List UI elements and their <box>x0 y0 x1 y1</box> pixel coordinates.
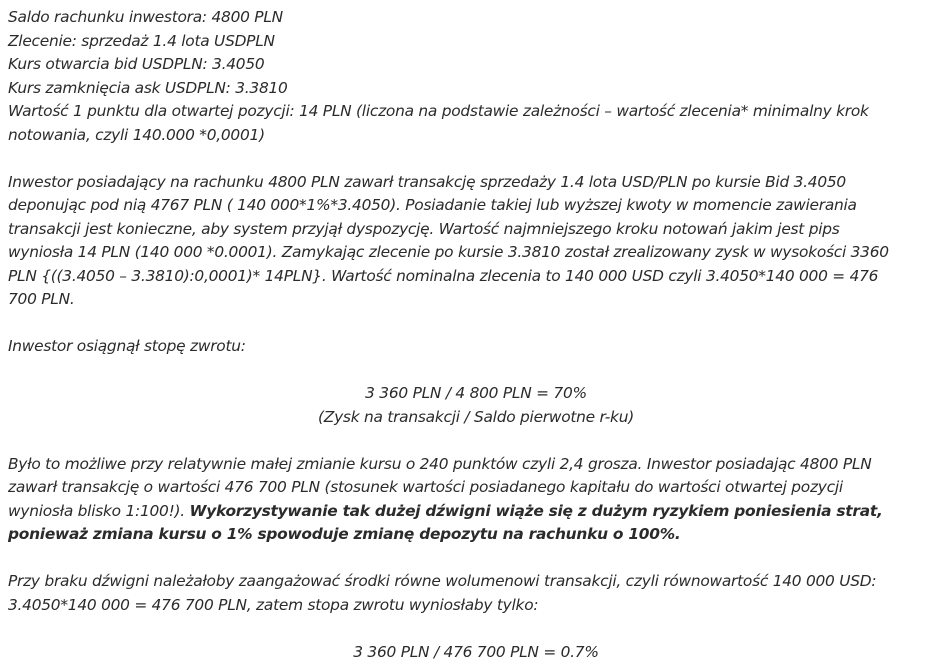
paragraph-line <box>8 500 944 524</box>
paragraph-line: Przy braku dźwigni należałoby zaangażować środki równe wolumenowi transakcji, czyli równowartość 140 000 USD: <box>8 572 877 590</box>
spacer <box>8 547 944 571</box>
risk-warning-bold: Wykorzystywanie tak dużej dźwigni wiąże się z dużym ryzykiem poniesienia strat, <box>189 501 883 520</box>
paragraph-line: zawarł transakcję o wartości 476 700 PLN (stosunek wartości posiadanego kapitału do wartości otwartej pozycji <box>8 478 843 496</box>
paragraph-line: 700 PLN. <box>8 290 75 308</box>
formula-explanation: (Zysk na transakcji / Saldo pierwotne r-ku) <box>318 407 634 426</box>
formula-leverage <box>8 382 944 429</box>
spacer <box>8 429 944 453</box>
risk-warning-bold: ponieważ zmiana kursu o 1% spowoduje zmianę depozytu na rachunku o 100%. <box>8 525 681 543</box>
leverage-risk-paragraph <box>8 453 944 547</box>
opening-rate-line: Kurs otwarcia bid USDPLN: 3.4050 <box>8 55 265 73</box>
point-value-line-1: Wartość 1 punktu dla otwartej pozycji: 14 PLN (liczona na podstawie zależności – wartość zlecenia* minimalny krok <box>8 102 869 120</box>
spacer <box>8 312 944 336</box>
document-body <box>8 6 944 664</box>
paragraph-line: Było to możliwe przy relatywnie małej zmianie kursu o 240 punktów czyli 2,4 grosza. Inwestor posiadając 4800 PLN <box>8 454 872 473</box>
formula-equation: 3 360 PLN / 4 800 PLN = 70% <box>365 384 587 402</box>
order-line: Zlecenie: sprzedaż 1.4 lota USDPLN <box>8 31 275 50</box>
closing-rate-line: Kurs zamknięcia ask USDPLN: 3.3810 <box>8 78 288 97</box>
account-balance-line: Saldo rachunku inwestora: 4800 PLN <box>8 8 283 26</box>
formula-no-leverage <box>8 641 944 665</box>
spacer <box>8 617 944 641</box>
paragraph-line: PLN {((3.4050 – 3.3810):0,0001)* 14PLN}. Wartość nominalna zlecenia to 140 000 USD czyli 3.4050*140 000 = 476 <box>8 266 879 285</box>
transaction-description-paragraph <box>8 171 944 312</box>
formula-equation: 3 360 PLN / 476 700 PLN = 0.7% <box>353 642 599 661</box>
return-intro-text: Inwestor osiągnął stopę zwrotu: <box>8 337 246 355</box>
paragraph-line: 3.4050*140 000 = 476 700 PLN, zatem stopa zwrotu wyniosłaby tylko: <box>8 595 539 614</box>
paragraph-line: wyniosła 14 PLN (140 000 *0.0001). Zamykając zlecenie po kursie 3.3810 został zrealizowany zysk w wysokości 3360 <box>8 243 889 261</box>
paragraph-line <box>8 523 944 547</box>
paragraph-line: Inwestor posiadający na rachunku 4800 PLN zawarł transakcję sprzedaży 1.4 lota USD/PLN po kursie Bid 3.4050 <box>8 172 846 191</box>
spacer <box>8 147 944 171</box>
ratio-text: wyniosła blisko 1:100!). <box>8 501 190 520</box>
return-intro <box>8 335 944 359</box>
point-value-line-2: notowania, czyli 140.000 *0,0001) <box>8 125 265 144</box>
no-leverage-paragraph <box>8 570 944 617</box>
spacer <box>8 359 944 383</box>
paragraph-line: transakcji jest konieczne, aby system przyjął dyspozycję. Wartość najmniejszego kroku notowań jakim jest pips <box>8 219 840 238</box>
paragraph-line: deponując pod nią 4767 PLN ( 140 000*1%*3.4050). Posiadanie takiej lub wyższej kwoty w momencie zawierania <box>8 196 857 214</box>
transaction-header <box>8 6 944 147</box>
